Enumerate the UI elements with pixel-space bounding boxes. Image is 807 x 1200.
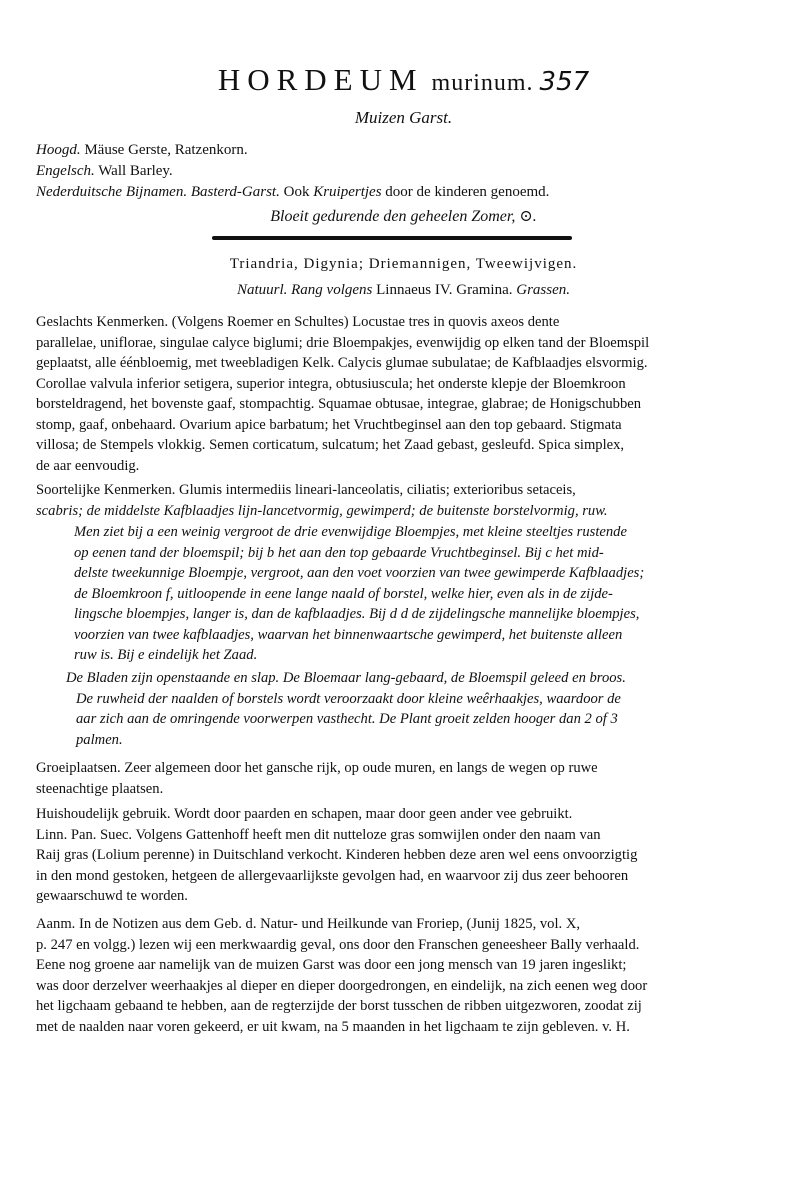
flowering-period: Bloeit gedurende den geheelen Zomer, ⊙.: [270, 208, 537, 225]
text-line: voorzien van twee kafblaadjes, waarvan het binnenwaartsche gewimperd, het buitenste alleen: [74, 626, 623, 643]
text-line: villosa; de Stempels vlokkig. Semen corticatum, sulcatum; het Zaad gebast, gesleufd. Spica simplex,: [36, 437, 625, 453]
dutch-common-name: Muizen Garst.: [354, 108, 453, 127]
divider-rule: [212, 236, 572, 240]
species-name: murinum.: [431, 70, 534, 96]
text-line: De Bladen zijn openstaande en slap. De Bloemaar lang-gebaard, de Bloemspil geleed en broos.: [66, 670, 626, 686]
habitat: [36, 758, 776, 799]
genus-name: HORDEUM: [217, 62, 424, 97]
genus-characters: [36, 312, 776, 476]
handwritten-page-number: 357: [539, 67, 590, 97]
text-line: delste tweekunnige Bloempje, vergroot, aan den voet voorzien van twee gewimperde Kafblaadjes;: [74, 565, 645, 581]
names-line-dutch: Nederduitsche Bijnamen. Basterd-Garst. Ook Kruipertjes door de kinderen genoemd.: [36, 184, 550, 200]
natural-order: Natuurl. Rang volgens Linnaeus IV. Gramina. Grassen.: [236, 282, 571, 298]
text-line: de Bloemkroon f, uitloopende in eene lange naald of borstel, welke hier, even als in de zijde-: [74, 585, 613, 602]
text-line: was door derzelver weerhaakjes al dieper en dieper doorgedrongen, en eindelijk, na zich eenen weg door: [36, 977, 648, 994]
text-line: Huishoudelijk gebruik. Wordt door paarden en schapen, maar door geen ander vee gebruikt.: [36, 806, 573, 822]
text-line: Groeiplaatsen. Zeer algemeen door het gansche rijk, op oude muren, en langs de wegen op ruwe: [36, 760, 598, 776]
text-line: Geslachts Kenmerken. (Volgens Roemer en Schultes) Locustae tres in quovis axeos dente: [36, 314, 560, 330]
figure-explanation: [74, 522, 774, 666]
text-line: op eenen tand der bloemspil; bij b het aan den top gebaarde Vruchtbeginsel. Bij c het mid-: [74, 544, 604, 561]
text-line: ruw is. Bij e eindelijk het Zaad.: [74, 647, 258, 663]
text-line: lingsche bloempjes, langer is, dan de kafblaadjes. Bij d d de zijdelingsche mannelijke bloempjes,: [74, 606, 640, 622]
linnaean-class: Triandria, Digynia; Driemannigen, Tweewijvigen.: [229, 256, 578, 272]
text-line: het ligchaam gebaand te hebben, aan de regterzijde der borst tusschen de ribben uitgezworen, zoodat zij: [36, 998, 642, 1014]
annotation: [36, 914, 776, 1037]
text-line: steenachtige plaatsen.: [36, 780, 164, 797]
title: [0, 62, 807, 98]
text-line: parallelae, uniflorae, singulae calyce biglumi; drie Bloempakjes, evenwijdig op elken tand der Bloemspil: [36, 334, 650, 351]
text-line: stomp, gaaf, onbehaard. Ovarium apice barbatum; het Vruchtbeginsel aan den top gebaard. Stigmata: [36, 416, 622, 433]
text-line: Men ziet bij a een weinig vergroot de drie evenwijdige Bloempjes, met kleine steeltjes rustende: [74, 524, 627, 540]
text-line: borsteldragend, het bovenste gaaf, stompachtig. Squamae obtusae, integrae, glabrae; de Honigschubben: [36, 396, 642, 412]
text-line: aar zich aan de omringende voorwerpen vasthecht. De Plant groeit zelden hooger dan 2 of 3: [76, 711, 618, 727]
text-line: Eene nog groene aar namelijk van de muizen Garst was door een jong mensch van 19 jaren ingeslikt;: [36, 957, 627, 973]
text-line: Raij gras (Lolium perenne) in Duitschland verkocht. Kinderen hebben deze aren wel eens onvoorzigtig: [36, 847, 638, 863]
text-line: in den mond gestoken, hetgeen de allergevaarlijkste gevolgen had, en waarvoor zij dus zeer behooren: [36, 867, 629, 884]
text-line: scabris; de middelste Kafblaadjes lijn-lancetvormig, gewimperd; de buitenste borstelvormig, ruw.: [36, 502, 608, 519]
text-line: palmen.: [76, 731, 123, 748]
names-line-english: Engelsch. Wall Barley.: [36, 163, 173, 179]
text-line: p. 247 en volgg.) lezen wij een merkwaardig geval, ons door den Franschen geneesheer Bally verhaald.: [36, 936, 640, 953]
species-characters: [36, 480, 776, 521]
text-line: Aanm. In de Notizen aus dem Geb. d. Natur- und Heilkunde van Froriep, (Junij 1825, vol. X,: [36, 916, 581, 932]
text-line: de aar eenvoudig.: [36, 457, 140, 474]
text-line: geplaatst, alle éénbloemig, met tweebladigen Kelk. Calycis glumae subulatae; de Kafblaadjes elsvormig.: [36, 355, 648, 371]
text-line: Corollae valvula inferior setigera, superior integra, obtusiuscula; het onderste klepje der Bloemkroon: [36, 375, 626, 392]
vernacular-names: [36, 140, 776, 203]
text-line: met de naalden naar voren gekeerd, er uit kwam, na 5 maanden in het ligchaam te zijn gebleven. v. H.: [36, 1018, 630, 1035]
names-line-german: Hoogd. Mäuse Gerste, Ratzenkorn.: [36, 142, 248, 158]
text-line: Linn. Pan. Suec. Volgens Gattenhoff heeft men dit nutteloze gras somwijlen onder den naam van: [36, 826, 601, 843]
leaves-description: [66, 668, 766, 750]
text-line: De ruwheid der naalden of borstels wordt veroorzaakt door kleine weêrhaakjes, waardoor de: [76, 690, 621, 707]
text-line: gewaarschuwd te worden.: [36, 888, 188, 904]
economic-use: [36, 804, 776, 907]
text-line: Soortelijke Kenmerken. Glumis intermediis lineari-lanceolatis, ciliatis; exterioribus setaceis,: [36, 482, 576, 498]
